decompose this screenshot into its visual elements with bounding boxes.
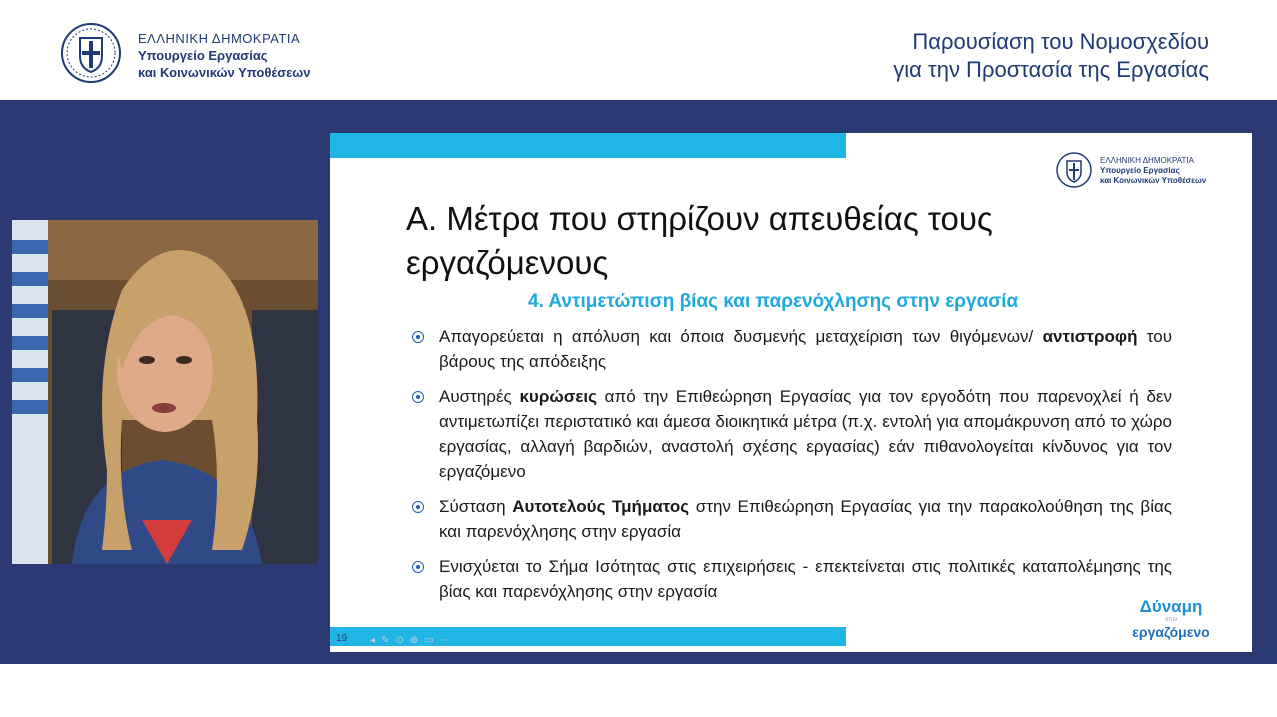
ministry-line-3: και Κοινωνικών Υποθέσεων bbox=[138, 65, 311, 80]
bullet-text: Αυστηρές bbox=[439, 387, 520, 406]
previous-icon[interactable]: ◂ bbox=[370, 635, 382, 646]
speaker-video-image bbox=[12, 220, 318, 564]
bullet-text: από την Επιθεώρηση Εργασίας για τον εργοδότη που παρενοχλεί ή δεν αντιμετωπίζει περιστατικό και άμεσα διοικητικά μέτρα (π.χ. εντολή για απομάκρυνση από το χώρο εργασίας, αλλαγή βαρδιών, αναστολή σχέσης εργασίας) εάν πιθανολογείται κίνδυνος για τον εργαζόμενο bbox=[439, 387, 1172, 481]
bullet-text: του βάρους της απόδειξης bbox=[439, 327, 1172, 371]
list-item bbox=[412, 384, 1172, 484]
slide-top-accent-bar bbox=[330, 133, 846, 158]
brand-line-3: εργαζόμενο bbox=[1132, 624, 1210, 640]
slide-ministry-line-1: ΕΛΛΗΝΙΚΗ ΔΗΜΟΚΡΑΤΙΑ bbox=[1100, 156, 1194, 165]
bullet-text: Ενισχύεται το Σήμα Ισότητας στις επιχειρήσεις - επεκτείνεται στις πολιτικές καταπολέμησης της βίας και παρενόχλησης στην εργασία bbox=[439, 557, 1172, 601]
slide-ministry-name bbox=[1100, 156, 1206, 186]
slide-page-number: 19 bbox=[336, 633, 348, 644]
bullet-text: στην Επιθεώρηση Εργασίας για την παρακολούθηση της βίας και παρενόχλησης στην εργασία bbox=[439, 497, 1172, 541]
brand-line-2: στον bbox=[1164, 617, 1178, 623]
circle-bullet-icon bbox=[412, 391, 424, 403]
presentation-title bbox=[893, 28, 1209, 84]
ministry-name bbox=[138, 30, 311, 81]
bullet-text: Απαγορεύεται η απόλυση και όποια δυσμενής μεταχείριση των θιγόμενων/ bbox=[439, 327, 1043, 346]
brand-line-1: Δύναμη bbox=[1139, 597, 1203, 616]
slide-title: Α. Μέτρα που στηρίζουν απευθείας τους εργαζόμενους bbox=[406, 200, 993, 281]
presentation-title-line-1: Παρουσίαση του Νομοσχεδίου bbox=[912, 29, 1209, 54]
presentation-title-line-2: για την Προστασία της Εργασίας bbox=[893, 57, 1209, 82]
circle-bullet-icon bbox=[412, 331, 424, 343]
campaign-logo bbox=[1126, 597, 1216, 640]
slideshow-controls[interactable] bbox=[370, 635, 456, 646]
presentation-header bbox=[0, 0, 1277, 100]
speaker-video bbox=[12, 220, 318, 564]
ministry-line-1: ΕΛΛΗΝΙΚΗ ΔΗΜΟΚΡΑΤΙΑ bbox=[138, 31, 301, 46]
slide-coat-of-arms-icon bbox=[1055, 151, 1093, 189]
menu-icon[interactable]: ▭ bbox=[424, 635, 440, 646]
list-item bbox=[412, 494, 1172, 544]
coat-of-arms-icon bbox=[60, 22, 122, 84]
bullet-text: Σύσταση bbox=[439, 497, 513, 516]
pen-icon[interactable]: ✎ bbox=[381, 635, 396, 646]
bullet-bold-text: κυρώσεις bbox=[519, 387, 597, 406]
circle-bullet-icon bbox=[412, 501, 424, 513]
bullet-list bbox=[412, 324, 1172, 614]
presentation-slide bbox=[330, 133, 1252, 652]
bullet-bold-text: Αυτοτελούς Τμήματος bbox=[512, 497, 690, 516]
bullet-bold-text: αντιστροφή bbox=[1042, 327, 1138, 346]
slide-subtitle: 4. Αντιμετώπιση βίας και παρενόχλησης στην εργασία bbox=[528, 291, 1019, 312]
list-item bbox=[412, 324, 1172, 374]
ministry-line-2: Υπουργείο Εργασίας bbox=[138, 48, 268, 63]
more-icon[interactable]: ⋯ bbox=[439, 635, 456, 646]
slide-ministry-line-3: και Κοινωνικών Υποθέσεων bbox=[1100, 176, 1207, 185]
circle-bullet-icon bbox=[412, 561, 424, 573]
slide-ministry-line-2: Υπουργείο Εργασίας bbox=[1100, 166, 1180, 175]
pointer-icon[interactable]: ⊙ bbox=[395, 635, 410, 646]
bottom-strip bbox=[0, 664, 1277, 717]
list-item bbox=[412, 554, 1172, 604]
zoom-icon[interactable]: ⊕ bbox=[409, 635, 425, 646]
